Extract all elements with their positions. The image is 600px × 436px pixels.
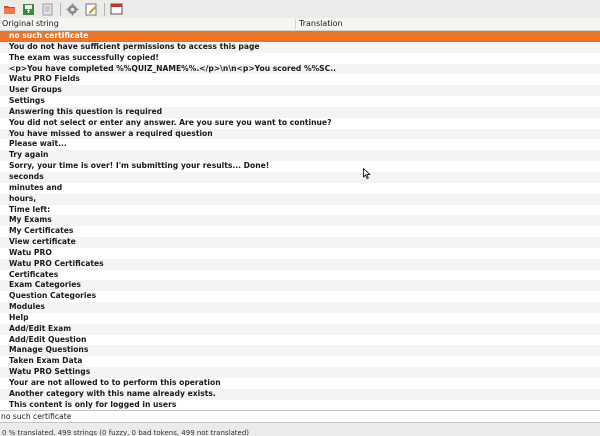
original-string-cell: You do not have sufficient permissions to access this page xyxy=(9,41,260,51)
original-string-cell: Question Categories xyxy=(9,291,97,301)
translation-column-header[interactable]: Translation xyxy=(299,19,343,28)
table-row[interactable] xyxy=(0,324,600,335)
table-row[interactable] xyxy=(0,356,600,367)
original-string-cell: Certificates xyxy=(9,269,59,279)
table-row[interactable] xyxy=(0,96,600,107)
table-row[interactable] xyxy=(0,280,600,291)
status-text: 0 % translated, 499 strings (0 fuzzy, 0 bad tokens, 499 not translated) xyxy=(2,429,250,436)
original-string-cell: Modules xyxy=(9,302,45,312)
original-text-pane[interactable] xyxy=(0,410,600,423)
original-string-cell: User Groups xyxy=(9,85,62,95)
table-row[interactable] xyxy=(0,129,600,140)
original-string-cell: Try again xyxy=(9,150,49,160)
toolbar-separator xyxy=(104,3,105,16)
original-string-cell: You did not select or enter any answer. Are you sure you want to continue? xyxy=(9,117,332,127)
table-row[interactable] xyxy=(0,237,600,248)
table-row[interactable] xyxy=(0,389,600,400)
original-string-cell: no such certificate xyxy=(9,31,89,40)
table-row[interactable] xyxy=(0,313,600,324)
original-string-cell: Taken Exam Data xyxy=(9,356,83,366)
original-string-cell: seconds xyxy=(9,171,44,181)
original-string-cell: You have missed to answer a required question xyxy=(9,128,213,138)
table-row[interactable] xyxy=(0,42,600,53)
settings-gear-icon[interactable] xyxy=(65,2,80,17)
toolbar xyxy=(0,0,600,18)
table-row[interactable] xyxy=(0,378,600,389)
table-row[interactable] xyxy=(0,248,600,259)
table-row[interactable] xyxy=(0,291,600,302)
table-row[interactable] xyxy=(0,53,600,64)
save-icon[interactable] xyxy=(21,2,36,17)
original-string-cell: Your are not allowed to to perform this operation xyxy=(9,378,221,387)
toolbar-separator xyxy=(60,3,61,16)
table-row[interactable] xyxy=(0,172,600,183)
table-row[interactable] xyxy=(0,345,600,356)
original-string-cell: The exam was successfully copied! xyxy=(9,52,159,62)
open-icon[interactable] xyxy=(2,2,17,17)
original-string-cell: Answering this question is required xyxy=(9,106,163,116)
original-string-cell: Manage Questions xyxy=(9,345,89,355)
original-string-cell: minutes and xyxy=(9,182,63,192)
original-text: no such certificate xyxy=(1,412,72,421)
table-row[interactable] xyxy=(0,139,600,150)
table-row[interactable] xyxy=(0,367,600,378)
original-string-cell: hours, xyxy=(9,193,37,203)
original-string-cell: My Certificates xyxy=(9,226,74,236)
table-row[interactable] xyxy=(0,205,600,216)
table-row[interactable] xyxy=(0,107,600,118)
original-string-cell: My Exams xyxy=(9,215,52,225)
original-string-cell: Watu PRO Settings xyxy=(9,367,91,377)
table-row[interactable] xyxy=(0,215,600,226)
table-row[interactable] xyxy=(0,118,600,129)
window-icon[interactable] xyxy=(109,2,124,17)
table-row[interactable] xyxy=(0,270,600,281)
table-row[interactable] xyxy=(0,226,600,237)
table-row[interactable] xyxy=(0,400,600,410)
table-row[interactable] xyxy=(0,194,600,205)
original-string-cell: Exam Categories xyxy=(9,280,81,290)
original-string-cell: Settings xyxy=(9,96,45,106)
original-string-cell: <p>You have completed %%QUIZ_NAME%%.</p>\n\n<p>You scored %%SC.. xyxy=(9,63,336,73)
original-string-cell: Add/Edit Exam xyxy=(9,323,72,333)
original-string-cell: Add/Edit Question xyxy=(9,334,87,344)
table-row[interactable] xyxy=(0,302,600,313)
mouse-cursor-icon xyxy=(363,168,371,179)
original-string-column-header[interactable]: Original string xyxy=(2,19,59,28)
table-row[interactable] xyxy=(0,150,600,161)
status-bar xyxy=(0,423,600,436)
table-row[interactable] xyxy=(0,259,600,270)
original-string-cell: Time left: xyxy=(9,204,51,214)
table-row[interactable] xyxy=(0,183,600,194)
original-string-cell: Help xyxy=(9,312,29,322)
table-row[interactable] xyxy=(0,74,600,85)
revert-icon[interactable] xyxy=(40,2,55,17)
original-string-cell: Please wait... xyxy=(9,139,67,149)
original-string-cell: View certificate xyxy=(9,237,76,247)
original-string-cell: Sorry, your time is over! I'm submitting your results... Done! xyxy=(9,161,270,171)
edit-icon[interactable] xyxy=(84,2,99,17)
column-divider[interactable] xyxy=(295,19,296,29)
table-row[interactable] xyxy=(0,161,600,172)
table-row[interactable] xyxy=(0,335,600,346)
table-row[interactable] xyxy=(0,31,600,42)
original-string-cell: Another category with this name already exists. xyxy=(9,388,216,398)
column-header xyxy=(0,18,600,31)
original-string-cell: Watu PRO Certificates xyxy=(9,258,104,268)
original-string-cell: Watu PRO xyxy=(9,247,52,257)
original-string-cell: This content is only for logged in users xyxy=(9,399,177,409)
table-row[interactable] xyxy=(0,64,600,75)
table-row[interactable] xyxy=(0,85,600,96)
original-string-cell: Watu PRO Fields xyxy=(9,74,80,84)
string-list[interactable] xyxy=(0,31,600,410)
